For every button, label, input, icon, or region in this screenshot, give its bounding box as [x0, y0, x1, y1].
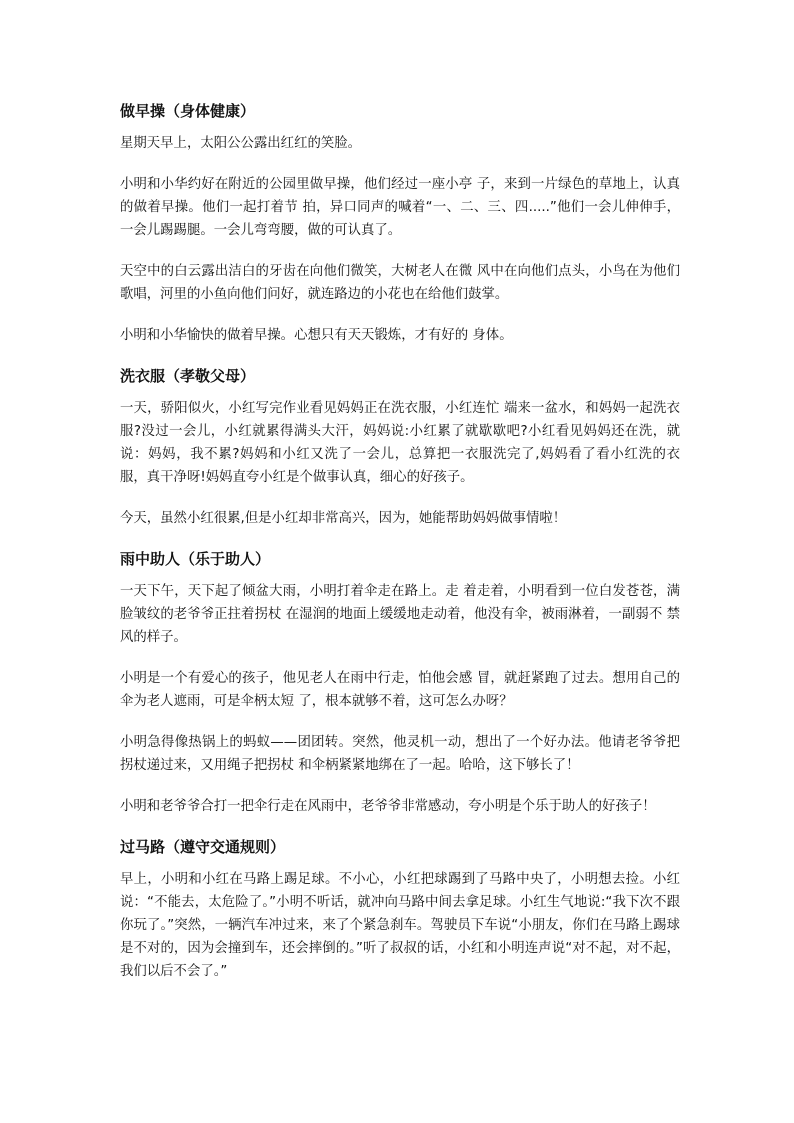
paragraph: 小明和小华愉快的做着早操。心想只有天天锻炼，才有好的 身体。 [120, 328, 513, 343]
paragraph: 小明急得像热锅上的蚂蚁——团团转。突然，他灵机一动，想出了一个好办法。他请老爷爷把拐杖递过来，又用绳子把拐杖 和伞柄紧紧地绑在了一起。哈哈，这下够长了！ [120, 735, 680, 773]
paragraph: 一天下午，天下起了倾盆大雨，小明打着伞走在路上。走 着走着，小明看到一位白发苍苍，满脸皱纹的老爷爷正拄着拐杖 在湿润的地面上缓缓地走动着，他没有伞，被雨淋着，一副弱不 禁风的样子。 [120, 584, 680, 645]
paragraph: 小明是一个有爱心的孩子，他见老人在雨中行走，怕他会感 冒，就赶紧跑了过去。想用自己的伞为老人遮雨，可是伞柄太短 了，根本就够不着，这可怎么办呀？ [120, 671, 680, 709]
section-helping-in-rain [120, 548, 680, 818]
section-washing-clothes [120, 365, 680, 530]
paragraph: 星期天早上，太阳公公露出红红的笑脸。 [120, 136, 362, 151]
section-title: 过马路（遵守交通规则） [120, 838, 286, 856]
section-title: 做早操（身体健康） [120, 102, 256, 120]
paragraph: 天空中的白云露出洁白的牙齿在向他们微笑，大树老人在微 风中在向他们点头，小鸟在为他们歌唱，河里的小鱼向他们问好，就连路边的小花也在给他们鼓掌。 [120, 264, 680, 302]
section-morning-exercise [120, 100, 680, 347]
paragraph: 早上，小明和小红在马路上踢足球。不小心，小红把球踢到了马路中央了，小明想去捡。小红说：“不能去，太危险了。”小明不听话，就冲向马路中间去拿足球。小红生气地说:“我下次不跟你玩了。”突然，一辆汽车冲过来，来了个紧急刹车。驾驶员下车说“小朋友，你们在马路上踢球是不对的，因为会撞到车，还会摔倒的。”听了叔叔的话，小红和小明连声说“对不起，对不起，我们以后不会了。” [120, 872, 680, 979]
paragraph: 今天，虽然小红很累,但是小红却非常高兴，因为，她能帮助妈妈做事情啦！ [120, 511, 567, 526]
section-crossing-road [120, 836, 680, 983]
section-title: 洗衣服（孝敬父母） [120, 367, 256, 385]
paragraph: 一天，骄阳似火，小红写完作业看见妈妈正在洗衣服，小红连忙 端来一盆水，和妈妈一起洗衣服?没过一会儿，小红就累得满头大汗，妈妈说:小红累了就歇歇吧?小红看见妈妈还在洗，就说：妈妈，我不累?妈妈和小红又洗了一会儿，总算把一衣服洗完了,妈妈看了看小红洗的衣服，真干净呀!妈妈直夸小红是个做事认真，细心的好孩子。 [120, 401, 680, 485]
section-title: 雨中助人（乐于助人） [120, 550, 271, 568]
document-page [120, 100, 680, 1001]
paragraph: 小明和老爷爷合打一把伞行走在风雨中，老爷爷非常感动，夸小明是个乐于助人的好孩子！ [120, 799, 656, 814]
paragraph: 小明和小华约好在附近的公园里做早操，他们经过一座小亭 子，来到一片绿色的草地上，认真的做着早操。他们一起打着节 拍，异口同声的喊着“一、二、三、四.....”他们一会儿伸伸手，一会儿踢踢腿。一会儿弯弯腰，做的可认真了。 [120, 177, 680, 238]
